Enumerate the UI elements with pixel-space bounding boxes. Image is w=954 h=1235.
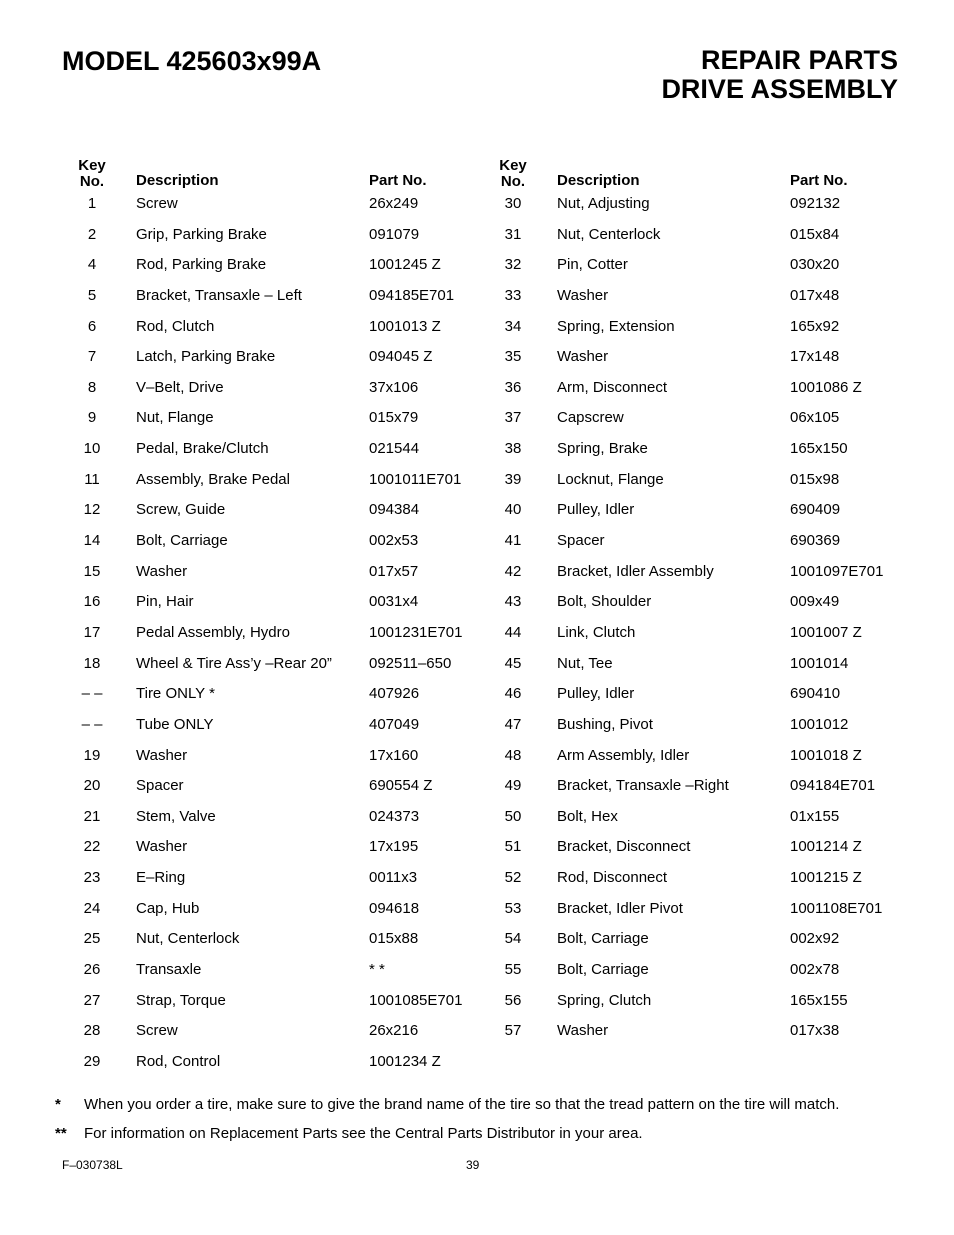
table-row — [483, 711, 903, 742]
description-cell: Washer — [136, 746, 188, 764]
table-row — [483, 466, 903, 497]
table-row — [483, 527, 903, 558]
part-no-cell: 1001085E701 — [369, 991, 463, 1009]
description-cell: Pedal Assembly, Hydro — [136, 623, 290, 641]
part-no-cell: 017x38 — [790, 1022, 840, 1040]
description-cell: Pedal, Brake/Clutch — [136, 440, 269, 458]
description-cell: Cap, Hub — [136, 899, 200, 917]
part-no-cell: 1001215 Z — [790, 869, 862, 887]
part-no-cell: 1001231E701 — [369, 623, 463, 641]
table-row — [62, 1048, 482, 1079]
key-no-cell: 15 — [83, 562, 101, 580]
part-no-cell: 002x53 — [369, 532, 419, 550]
table-row — [62, 711, 482, 742]
key-no-cell: 31 — [504, 225, 522, 243]
part-no-cell: 1001097E701 — [790, 562, 884, 580]
table-row — [62, 803, 482, 834]
table-row — [62, 680, 482, 711]
description-cell: Screw — [136, 195, 178, 212]
table-row — [62, 251, 482, 282]
table-row — [483, 435, 903, 466]
document-code: F–030738L — [62, 1158, 123, 1172]
key-no-cell: 2 — [87, 225, 97, 243]
key-no-cell: 46 — [504, 685, 522, 703]
table-row — [483, 221, 903, 252]
key-no-cell: 33 — [504, 286, 522, 304]
footnote-text: For information on Replacement Parts see the Central Parts Distributor in your area. — [84, 1125, 643, 1142]
table-row — [483, 772, 903, 803]
description-cell: Nut, Centerlock — [136, 930, 240, 948]
table-header — [483, 158, 903, 190]
key-no-cell: 30 — [504, 195, 522, 212]
key-no-cell: – – — [81, 715, 103, 733]
key-no-cell: 44 — [504, 623, 522, 641]
key-no-cell: 45 — [504, 654, 522, 672]
table-row — [62, 527, 482, 558]
table-row — [483, 833, 903, 864]
key-header-line2: No. — [79, 173, 105, 190]
table-row — [483, 190, 903, 221]
table-row — [483, 956, 903, 987]
part-no-cell: 1001012 — [790, 715, 849, 733]
key-no-cell: 42 — [504, 562, 522, 580]
table-row — [62, 404, 482, 435]
key-no-cell: 6 — [87, 317, 97, 335]
table-row — [62, 221, 482, 252]
part-no-header: Part No. — [790, 172, 848, 189]
key-no-cell: 16 — [83, 593, 101, 611]
description-cell: Washer — [557, 348, 609, 366]
description-cell: Rod, Clutch — [136, 317, 215, 335]
key-header-line1: Key — [499, 157, 527, 174]
description-cell: Spring, Brake — [557, 440, 648, 458]
description-cell: V–Belt, Drive — [136, 378, 224, 396]
part-no-cell: * * — [369, 961, 385, 979]
table-row — [62, 925, 482, 956]
part-no-cell: 092511–650 — [369, 654, 452, 672]
key-no-cell: 50 — [504, 807, 522, 825]
part-no-cell: 017x57 — [369, 562, 419, 580]
table-row — [483, 742, 903, 773]
key-no-cell: 54 — [504, 930, 522, 948]
key-no-cell: 25 — [83, 930, 101, 948]
description-cell: Pulley, Idler — [557, 685, 635, 703]
table-row — [62, 619, 482, 650]
part-no-cell: 094045 Z — [369, 348, 433, 366]
table-row — [62, 650, 482, 681]
description-cell: Tube ONLY — [136, 715, 214, 733]
part-no-cell: 17x195 — [369, 838, 419, 856]
table-row — [483, 864, 903, 895]
table-row — [62, 374, 482, 405]
part-no-header: Part No. — [369, 172, 427, 189]
description-header: Description — [136, 172, 219, 189]
part-no-cell: 1001086 Z — [790, 378, 862, 396]
table-row — [483, 343, 903, 374]
key-no-cell: 53 — [504, 899, 522, 917]
description-cell: Spring, Clutch — [557, 991, 652, 1009]
key-no-cell: 37 — [504, 409, 522, 427]
description-cell: Arm, Disconnect — [557, 378, 668, 396]
part-no-cell: 030x20 — [790, 256, 840, 274]
part-no-cell: 690410 — [790, 685, 841, 703]
part-no-cell: 1001011E701 — [369, 470, 462, 488]
table-row — [62, 588, 482, 619]
page-title — [661, 46, 898, 104]
description-cell: Pin, Hair — [136, 593, 194, 611]
key-no-cell: 57 — [504, 1022, 522, 1040]
model-title: MODEL 425603x99A — [62, 46, 322, 76]
part-no-cell: 165x92 — [790, 317, 840, 335]
table-row — [62, 742, 482, 773]
page-number: 39 — [466, 1158, 480, 1172]
description-cell: Bracket, Idler Assembly — [557, 562, 714, 580]
part-no-cell: 094184E701 — [790, 777, 876, 795]
table-row — [62, 895, 482, 926]
table-row — [62, 282, 482, 313]
part-no-cell: 1001007 Z — [790, 623, 862, 641]
description-cell: Rod, Disconnect — [557, 869, 668, 887]
table-row — [62, 956, 482, 987]
part-no-cell: 1001234 Z — [369, 1052, 441, 1070]
key-no-cell: 14 — [83, 532, 101, 550]
key-no-cell: 9 — [87, 409, 97, 427]
table-row — [62, 313, 482, 344]
description-cell: Arm Assembly, Idler — [557, 746, 690, 764]
description-header: Description — [557, 172, 640, 189]
table-row — [62, 496, 482, 527]
part-no-cell: 1001108E701 — [790, 899, 883, 917]
table-row — [483, 895, 903, 926]
description-cell: Nut, Adjusting — [557, 195, 650, 212]
key-no-cell: 27 — [83, 991, 101, 1009]
part-no-cell: 26x249 — [369, 195, 419, 212]
part-no-cell: 092132 — [790, 195, 841, 212]
description-cell: Bushing, Pivot — [557, 715, 653, 733]
footnote-mark: * — [55, 1096, 61, 1113]
part-no-cell: 024373 — [369, 807, 420, 825]
table-row — [62, 190, 482, 221]
description-cell: Washer — [557, 286, 609, 304]
description-cell: Nut, Flange — [136, 409, 214, 427]
part-no-cell: 091079 — [369, 225, 420, 243]
part-no-cell: 094185E701 — [369, 286, 455, 304]
key-no-cell: 11 — [84, 470, 100, 488]
key-no-cell: 40 — [504, 501, 522, 519]
table-row — [62, 466, 482, 497]
parts-rows-right — [483, 190, 903, 1048]
key-no-header — [483, 158, 543, 190]
table-row — [62, 343, 482, 374]
description-cell: Nut, Tee — [557, 654, 613, 672]
part-no-cell: 002x78 — [790, 961, 840, 979]
key-no-cell: 48 — [504, 746, 522, 764]
description-cell: Pulley, Idler — [557, 501, 635, 519]
description-cell: E–Ring — [136, 869, 186, 887]
description-cell: Strap, Torque — [136, 991, 226, 1009]
description-cell: Spring, Extension — [557, 317, 675, 335]
description-cell: Locknut, Flange — [557, 470, 664, 488]
table-row — [62, 1017, 482, 1048]
description-cell: Pin, Cotter — [557, 256, 628, 274]
key-no-cell: 52 — [504, 869, 522, 887]
table-row — [483, 282, 903, 313]
table-row — [483, 558, 903, 589]
key-no-cell: 39 — [504, 470, 522, 488]
part-no-cell: 37x106 — [369, 378, 419, 396]
table-row — [62, 833, 482, 864]
table-row — [483, 803, 903, 834]
table-row — [62, 987, 482, 1018]
key-header-line1: Key — [78, 157, 106, 174]
part-no-cell: 009x49 — [790, 593, 840, 611]
key-no-cell: 20 — [83, 777, 101, 795]
description-cell: Bolt, Carriage — [136, 532, 228, 550]
table-row — [483, 1017, 903, 1048]
description-cell: Stem, Valve — [136, 807, 216, 825]
description-cell: Washer — [557, 1022, 609, 1040]
table-row — [483, 925, 903, 956]
table-row — [62, 772, 482, 803]
parts-table-right — [483, 158, 903, 1048]
part-no-cell: 1001018 Z — [790, 746, 862, 764]
description-cell: Washer — [136, 838, 188, 856]
part-no-cell: 17x160 — [369, 746, 419, 764]
description-cell: Rod, Parking Brake — [136, 256, 267, 274]
key-no-cell: 12 — [83, 501, 101, 519]
part-no-cell: 06x105 — [790, 409, 840, 427]
key-no-cell: 35 — [504, 348, 522, 366]
description-cell: Bolt, Hex — [557, 807, 618, 825]
part-no-cell: 1001014 — [790, 654, 849, 672]
part-no-cell: 690409 — [790, 501, 841, 519]
table-row — [483, 588, 903, 619]
key-no-cell: – – — [81, 685, 103, 703]
key-no-cell: 36 — [504, 378, 522, 396]
key-no-cell: 38 — [504, 440, 522, 458]
description-cell: Bolt, Shoulder — [557, 593, 652, 611]
part-no-cell: 015x98 — [790, 470, 840, 488]
key-no-cell: 4 — [87, 256, 97, 274]
key-no-cell: 7 — [87, 348, 97, 366]
part-no-cell: 690369 — [790, 532, 841, 550]
part-no-cell: 002x92 — [790, 930, 840, 948]
part-no-cell: 094618 — [369, 899, 420, 917]
table-row — [483, 404, 903, 435]
description-cell: Washer — [136, 562, 188, 580]
part-no-cell: 165x155 — [790, 991, 848, 1009]
part-no-cell: 165x150 — [790, 440, 848, 458]
table-row — [483, 619, 903, 650]
table-row — [483, 650, 903, 681]
table-row — [62, 435, 482, 466]
key-no-cell: 28 — [83, 1022, 101, 1040]
description-cell: Transaxle — [136, 961, 202, 979]
table-row — [483, 251, 903, 282]
description-cell: Bracket, Transaxle – Left — [136, 286, 302, 304]
part-no-cell: 690554 Z — [369, 777, 433, 795]
description-cell: Capscrew — [557, 409, 624, 427]
key-no-cell: 51 — [504, 838, 522, 856]
part-no-cell: 26x216 — [369, 1022, 419, 1040]
part-no-cell: 407926 — [369, 685, 420, 703]
key-no-cell: 41 — [504, 532, 522, 550]
key-no-cell: 18 — [83, 654, 101, 672]
footnote-text: When you order a tire, make sure to give the brand name of the tire so that the tread pattern on the tire will match. — [84, 1096, 840, 1113]
key-no-cell: 43 — [504, 593, 522, 611]
key-no-cell: 47 — [504, 715, 522, 733]
description-cell: Spacer — [557, 532, 605, 550]
table-row — [483, 680, 903, 711]
description-cell: Bracket, Transaxle –Right — [557, 777, 729, 795]
part-no-cell: 1001245 Z — [369, 256, 441, 274]
description-cell: Wheel & Tire Ass’y –Rear 20” — [136, 654, 332, 672]
part-no-cell: 407049 — [369, 715, 420, 733]
key-no-cell: 19 — [83, 746, 101, 764]
part-no-cell: 01x155 — [790, 807, 840, 825]
table-row — [62, 864, 482, 895]
part-no-cell: 015x84 — [790, 225, 840, 243]
part-no-cell: 017x48 — [790, 286, 840, 304]
description-cell: Bolt, Carriage — [557, 961, 649, 979]
key-no-cell: 55 — [504, 961, 522, 979]
description-cell: Bracket, Idler Pivot — [557, 899, 683, 917]
key-no-cell: 17 — [83, 623, 101, 641]
key-no-cell: 1 — [87, 195, 97, 212]
footnote-mark: ** — [55, 1125, 67, 1142]
key-no-header — [62, 158, 122, 190]
key-no-cell: 21 — [83, 807, 101, 825]
part-no-cell: 021544 — [369, 440, 420, 458]
part-no-cell: 17x148 — [790, 348, 840, 366]
part-no-cell: 015x79 — [369, 409, 419, 427]
page-title-line2: DRIVE ASSEMBLY — [661, 74, 898, 104]
part-no-cell: 0011x3 — [369, 869, 418, 887]
key-no-cell: 29 — [83, 1052, 101, 1070]
table-row — [483, 496, 903, 527]
part-no-cell: 1001013 Z — [369, 317, 441, 335]
page-title-line1: REPAIR PARTS — [700, 45, 898, 75]
key-no-cell: 34 — [504, 317, 522, 335]
key-no-cell: 8 — [87, 378, 97, 396]
key-no-cell: 49 — [504, 777, 522, 795]
key-no-cell: 10 — [83, 440, 101, 458]
part-no-cell: 094384 — [369, 501, 420, 519]
part-no-cell: 0031x4 — [369, 593, 419, 611]
table-row — [483, 313, 903, 344]
parts-table-left — [62, 158, 482, 1079]
key-no-cell: 23 — [83, 869, 101, 887]
description-cell: Rod, Control — [136, 1052, 221, 1070]
part-no-cell: 015x88 — [369, 930, 419, 948]
description-cell: Assembly, Brake Pedal — [136, 470, 290, 488]
description-cell: Screw, Guide — [136, 501, 226, 519]
table-row — [483, 987, 903, 1018]
description-cell: Tire ONLY * — [136, 685, 215, 703]
key-no-cell: 5 — [87, 286, 97, 304]
table-row — [483, 374, 903, 405]
table-row — [62, 558, 482, 589]
parts-rows-left — [62, 190, 482, 1079]
key-header-line2: No. — [500, 173, 526, 190]
description-cell: Spacer — [136, 777, 184, 795]
key-no-cell: 56 — [504, 991, 522, 1009]
part-no-cell: 1001214 Z — [790, 838, 862, 856]
description-cell: Latch, Parking Brake — [136, 348, 276, 366]
key-no-cell: 32 — [504, 256, 522, 274]
table-header — [62, 158, 482, 190]
description-cell: Screw — [136, 1022, 178, 1040]
description-cell: Grip, Parking Brake — [136, 225, 267, 243]
description-cell: Bracket, Disconnect — [557, 838, 691, 856]
description-cell: Bolt, Carriage — [557, 930, 649, 948]
description-cell: Nut, Centerlock — [557, 225, 661, 243]
description-cell: Link, Clutch — [557, 623, 636, 641]
key-no-cell: 26 — [83, 961, 101, 979]
key-no-cell: 24 — [83, 899, 101, 917]
key-no-cell: 22 — [83, 838, 101, 856]
